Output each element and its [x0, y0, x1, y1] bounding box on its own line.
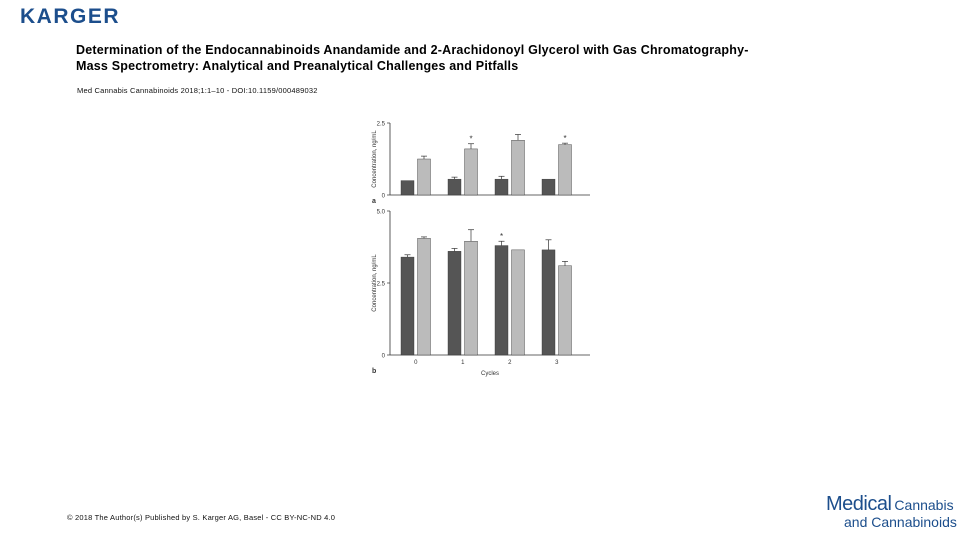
- x-tick-label: 0: [414, 360, 418, 366]
- y-tick-label: 5.0: [376, 209, 385, 216]
- bar: [542, 250, 555, 355]
- y-axis-label: Concentration, ng/mL: [372, 254, 378, 312]
- x-tick-label: 2: [508, 360, 512, 366]
- figure-chart: [360, 115, 600, 385]
- bar: [495, 246, 508, 355]
- x-tick-label: 3: [555, 360, 559, 366]
- bar: [512, 140, 525, 195]
- bar: [418, 238, 431, 355]
- significance-marker: *: [469, 134, 473, 144]
- bar: [418, 159, 431, 195]
- bar: [542, 179, 555, 195]
- y-tick-label: 2.5: [376, 281, 385, 288]
- x-axis-label: Cycles: [480, 371, 500, 377]
- significance-marker: *: [499, 232, 504, 242]
- journal-logo-line-2: and Cannabinoids: [844, 514, 957, 530]
- journal-logo: [826, 493, 957, 531]
- copyright-footer: © 2018 The Author(s) Published by S. Karger AG, Basel - CC BY-NC-ND 4.0: [67, 513, 336, 522]
- bar: [495, 179, 508, 195]
- bar: [401, 257, 414, 355]
- significance-marker: *: [563, 134, 567, 144]
- journal-logo-word-cannabis: Cannabis: [894, 497, 954, 513]
- article-title: [76, 43, 876, 74]
- bar: [512, 250, 525, 355]
- y-tick-label: 0: [381, 353, 385, 360]
- bar: [448, 179, 461, 195]
- y-axis-label: Concentration, ng/mL: [372, 130, 378, 188]
- figure: [360, 115, 600, 390]
- panel-label-a: a: [372, 198, 376, 205]
- article-title-line-2: Mass Spectrometry: Analytical and Preanalytical Challenges and Pitfalls: [76, 58, 519, 73]
- bar: [559, 266, 572, 355]
- bar: [559, 145, 572, 195]
- karger-logo: KARGER: [20, 5, 121, 28]
- bar: [401, 181, 414, 195]
- bar: [465, 149, 478, 195]
- article-citation: Med Cannabis Cannabinoids 2018;1:1–10 - DOI:10.1159/000489032: [77, 86, 318, 95]
- panel-label-b: b: [372, 368, 377, 375]
- y-tick-label: 0: [381, 193, 385, 200]
- bar: [465, 241, 478, 355]
- journal-logo-word-medical: Medical: [826, 493, 892, 515]
- y-tick-label: 2.5: [376, 121, 385, 128]
- x-tick-label: 1: [461, 360, 465, 366]
- article-title-line-1: Determination of the Endocannabinoids Anandamide and 2-Arachidonoyl Glycerol with Gas Chromatography-: [76, 43, 749, 57]
- bar: [448, 251, 461, 355]
